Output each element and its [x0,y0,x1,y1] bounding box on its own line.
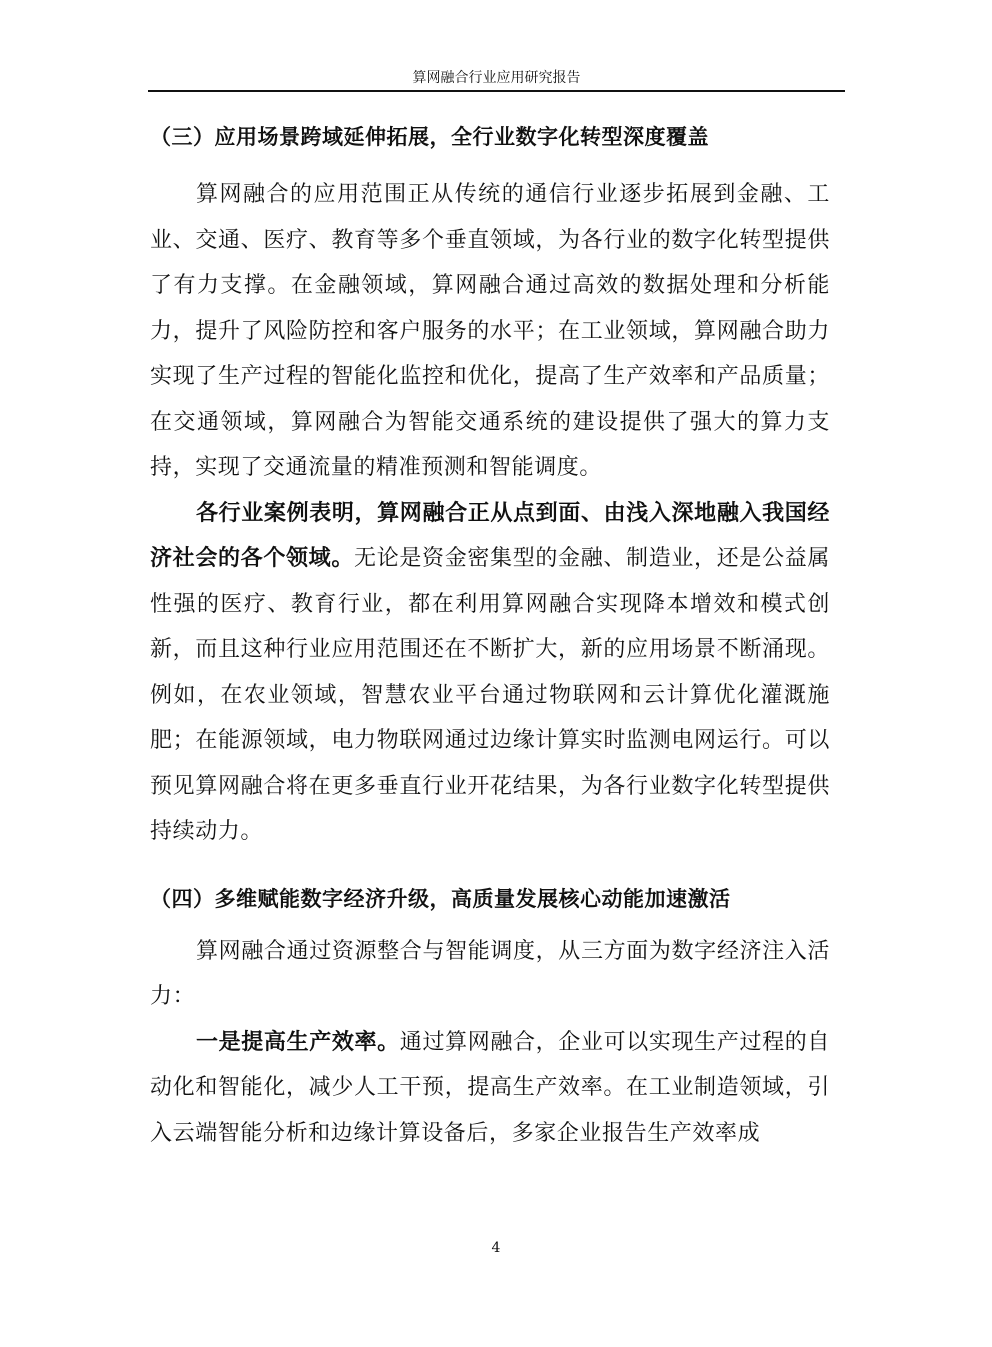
key-finding-bold: 各行业案例表明，算网融合正从点到面、由浅入深地融入我国经济社会的各个领域。 [150,499,830,571]
section-3-paragraph-2 [150,491,830,855]
section-3-paragraph-1: 算网融合的应用范围正从传统的通信行业逐步拓展到金融、工业、交通、医疗、教育等多个垂直领域，为各行业的数字化转型提供了有力支撑。在金融领域，算网融合通过高效的数据处理和分析能力，提升了风险防控和客户服务的水平；在工业领域，算网融合助力实现了生产过程的智能化监控和优化，提高了生产效率和产品质量；在交通领域，算网融合为智能交通系统的建设提供了强大的算力支持，实现了交通流量的精准预测和智能调度。 [150,182,830,480]
section-heading-3: （三）应用场景跨域延伸拓展，全行业数字化转型深度覆盖 [150,124,709,149]
document-body [150,118,830,1156]
section-4-paragraph-1: 算网融合通过资源整合与智能调度，从三方面为数字经济注入活力： [150,938,830,1009]
page-number: 4 [491,1240,501,1256]
section-4-paragraph-2-text: 通过算网融合，企业可以实现生产过程的自动化和智能化，减少人工干预，提高生产效率。在工业制造领域，引入云端智能分析和边缘计算设备后，多家企业报告生产效率成 [150,1029,830,1146]
section-3-paragraph-2-text: 无论是资金密集型的金融、制造业，还是公益属性强的医疗、教育行业，都在利用算网融合实现降本增效和模式创新，而且这种行业应用范围还在不断扩大，新的应用场景不断涌现。例如，在农业领域，智慧农业平台通过物联网和云计算优化灌溉施肥；在能源领域，电力物联网通过边缘计算实时监测电网运行。可以预见算网融合将在更多垂直行业开花结果，为各行业数字化转型提供持续动力。 [150,546,831,844]
section-heading-4: （四）多维赋能数字经济升级，高质量发展核心动能加速激活 [150,885,731,911]
section-4-paragraph-2 [150,1020,830,1157]
running-header: 算网融合行业应用研究报告 [148,66,845,92]
point-one-bold: 一是提高生产效率。 [196,1028,400,1055]
